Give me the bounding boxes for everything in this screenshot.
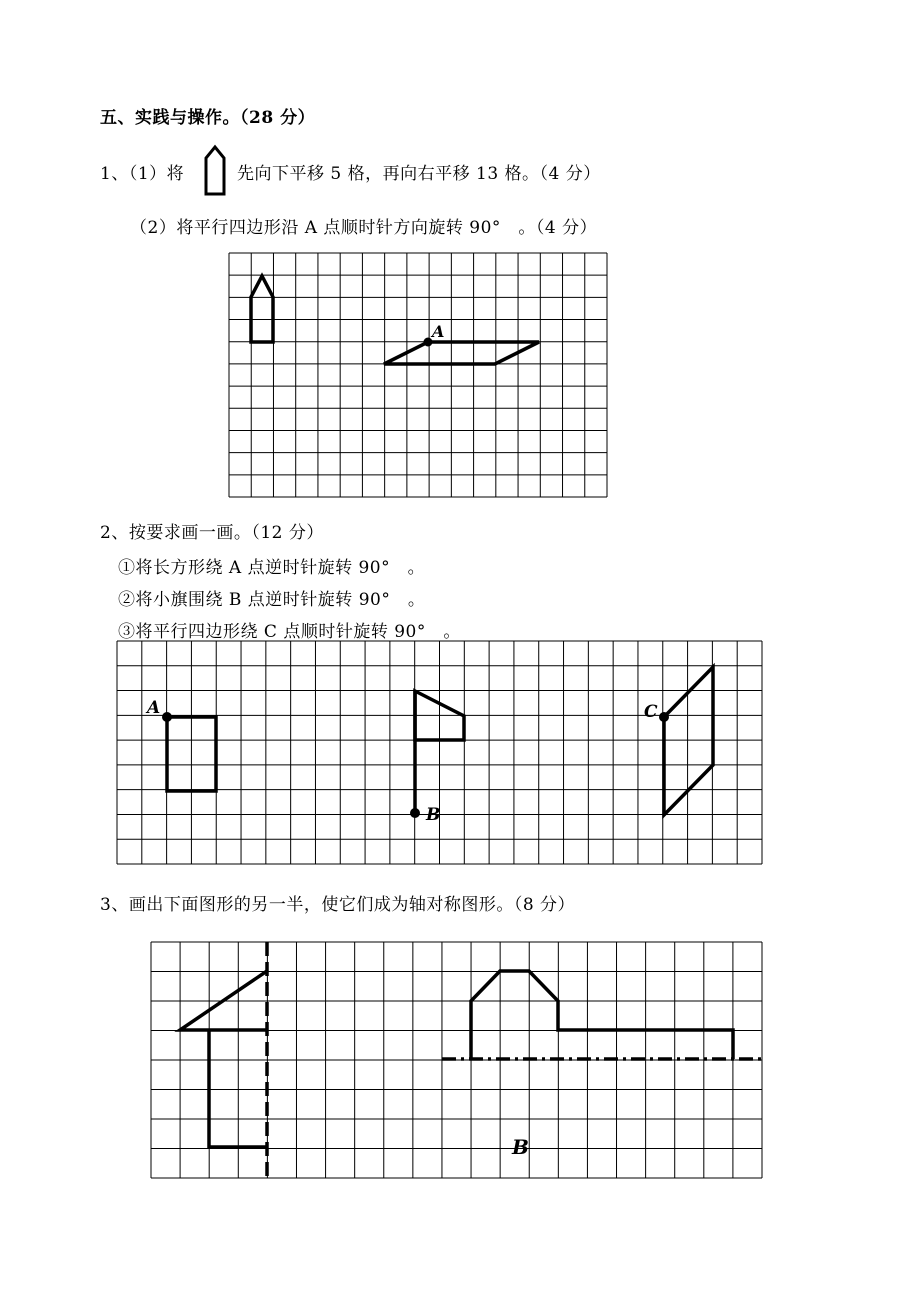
q2-item-1: ①将长方形绕 A 点逆时针旋转 90° 。	[118, 558, 426, 578]
point-a-dot	[162, 712, 172, 722]
q1-part2: （2）将平行四边形沿 A 点顺时针方向旋转 90° 。（4 分）	[130, 218, 598, 238]
house-shape	[251, 276, 273, 342]
point-a-label: A	[147, 698, 161, 718]
point-b-dot	[410, 808, 420, 818]
grid-q2	[117, 641, 762, 864]
house-shape-icon	[203, 144, 227, 196]
q1-part1-prefix: 1、（1）将	[100, 164, 185, 184]
grid-q1	[229, 253, 607, 497]
point-b-label: B	[426, 805, 441, 825]
point-b-label: B	[512, 1135, 529, 1159]
parallelogram-shape	[664, 667, 713, 815]
q2-item-2: ②将小旗围绕 B 点逆时针旋转 90° 。	[118, 590, 426, 610]
q2-title: 2、按要求画一画。（12 分）	[100, 523, 324, 543]
grid-q3	[151, 942, 762, 1178]
point-a-label: A	[432, 322, 445, 341]
point-c-dot	[659, 712, 669, 722]
q3-title: 3、画出下面图形的另一半，使它们成为轴对称图形。（8 分）	[100, 895, 576, 915]
q1-part1-suffix: 先向下平移 5 格，再向右平移 13 格。（4 分）	[237, 164, 601, 184]
section-heading: 五、实践与操作。（28 分）	[100, 108, 316, 128]
top-half-figure	[471, 971, 733, 1059]
point-c-label: C	[644, 702, 658, 722]
q2-item-3: ③将平行四边形绕 C 点顺时针旋转 90° 。	[118, 622, 461, 642]
